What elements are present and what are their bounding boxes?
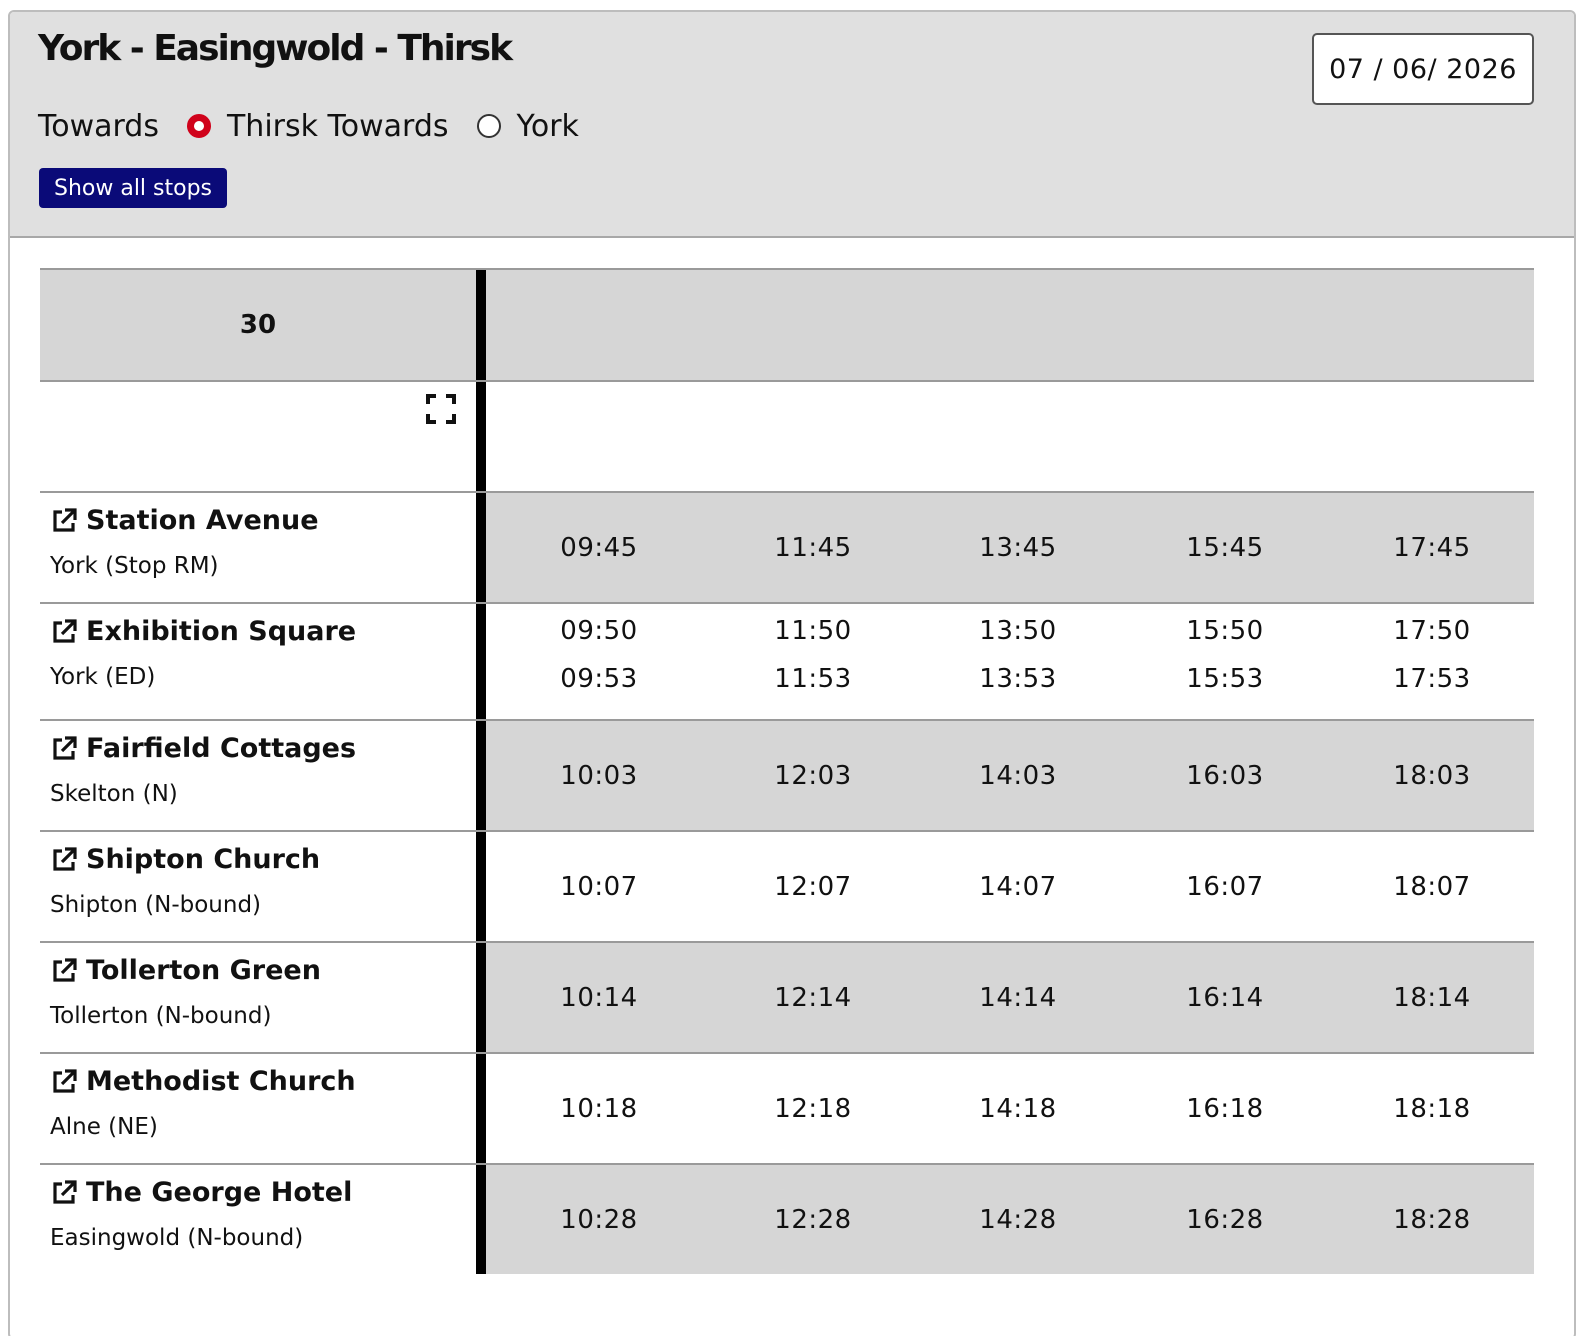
- departure-time: 09:50: [560, 616, 638, 646]
- departure-time: 11:53: [774, 664, 852, 694]
- stop-name-link[interactable]: [50, 1177, 352, 1208]
- departure-time: 12:03: [774, 760, 852, 791]
- service-header-row: [40, 268, 1534, 380]
- stop-area: Alne (NE): [50, 1114, 158, 1140]
- column-divider: [476, 493, 486, 602]
- timetable-card: [8, 10, 1576, 1336]
- stop-area: Shipton (N-bound): [50, 892, 262, 918]
- external-link-icon: [50, 957, 78, 985]
- departure-time: 14:03: [979, 760, 1057, 791]
- departure-time: 18:14: [1393, 982, 1471, 1013]
- departure-time: 13:45: [979, 532, 1057, 563]
- departure-time: 16:07: [1186, 871, 1264, 902]
- stop-row: [40, 1163, 1534, 1274]
- stop-row: [40, 491, 1534, 602]
- departure-time: 18:28: [1393, 1204, 1471, 1235]
- stop-name[interactable]: Tollerton Green: [86, 955, 321, 986]
- departure-time: 17:53: [1393, 664, 1471, 694]
- expand-icon[interactable]: [426, 394, 456, 424]
- column-divider: [476, 604, 486, 719]
- departure-time: 15:53: [1186, 664, 1264, 694]
- external-link-icon: [50, 735, 78, 763]
- route-title: York - Easingwold - Thirsk: [38, 28, 512, 69]
- stop-row: [40, 830, 1534, 941]
- departure-time: 15:45: [1186, 532, 1264, 563]
- departure-time: 14:18: [979, 1093, 1057, 1124]
- column-divider: [476, 1165, 486, 1274]
- direction-label-york[interactable]: York: [516, 108, 579, 144]
- stop-area: Tollerton (N-bound): [50, 1003, 272, 1029]
- stop-row: [40, 941, 1534, 1052]
- external-link-icon: [50, 618, 78, 646]
- stop-name[interactable]: The George Hotel: [86, 1177, 353, 1208]
- external-link-icon: [50, 1068, 78, 1096]
- direction-radio-thirsk[interactable]: [187, 114, 211, 138]
- departure-time: 16:03: [1186, 760, 1264, 791]
- departure-time: 13:53: [979, 664, 1057, 694]
- departure-time: 16:14: [1186, 982, 1264, 1013]
- departure-time: 17:50: [1393, 616, 1471, 646]
- column-divider: [476, 721, 486, 830]
- stop-name[interactable]: Station Avenue: [86, 505, 319, 536]
- column-divider: [476, 943, 486, 1052]
- stop-area: Skelton (N): [50, 781, 178, 807]
- stop-name-link[interactable]: [50, 844, 320, 875]
- departure-time: 10:18: [560, 1093, 638, 1124]
- departure-time: 18:07: [1393, 871, 1471, 902]
- departure-time: 13:50: [979, 616, 1057, 646]
- column-divider: [476, 1054, 486, 1163]
- stop-row: [40, 602, 1534, 719]
- departure-time: 12:14: [774, 982, 852, 1013]
- departure-time: 10:07: [560, 871, 638, 902]
- stop-name[interactable]: Exhibition Square: [86, 616, 357, 647]
- stop-name-link[interactable]: [50, 955, 321, 986]
- departure-time: 14:28: [979, 1204, 1057, 1235]
- external-link-icon: [50, 1179, 78, 1207]
- show-all-stops-button[interactable]: Show all stops: [39, 168, 227, 208]
- stop-name[interactable]: Fairfield Cottages: [86, 733, 357, 764]
- stop-area: York (Stop RM): [50, 553, 219, 579]
- departure-time: 14:14: [979, 982, 1057, 1013]
- departure-time: 18:03: [1393, 760, 1471, 791]
- departure-time: 09:45: [560, 532, 638, 563]
- departure-time: 16:28: [1186, 1204, 1264, 1235]
- departure-time: 17:45: [1393, 532, 1471, 563]
- departure-time: 12:28: [774, 1204, 852, 1235]
- column-divider: [476, 382, 486, 491]
- stop-name-link[interactable]: [50, 1066, 356, 1097]
- direction-selector: [38, 104, 607, 148]
- direction-radio-york[interactable]: [477, 114, 501, 138]
- direction-label-thirsk[interactable]: Thirsk Towards: [226, 108, 449, 144]
- departure-time: 11:50: [774, 616, 852, 646]
- departure-time: 10:14: [560, 982, 638, 1013]
- column-divider: [476, 832, 486, 941]
- towards-label: Towards: [38, 108, 159, 144]
- stop-area: York (ED): [50, 664, 156, 690]
- tools-row: [40, 380, 1534, 491]
- departure-time: 10:03: [560, 760, 638, 791]
- departure-time: 15:50: [1186, 616, 1264, 646]
- departure-time: 12:07: [774, 871, 852, 902]
- stop-name-link[interactable]: [50, 733, 356, 764]
- external-link-icon: [50, 846, 78, 874]
- stop-row: [40, 719, 1534, 830]
- timetable-header: [10, 12, 1574, 238]
- stop-name-link[interactable]: [50, 616, 356, 647]
- column-divider: [476, 270, 486, 380]
- departure-time: 18:18: [1393, 1093, 1471, 1124]
- departure-time: 10:28: [560, 1204, 638, 1235]
- stop-name[interactable]: Methodist Church: [86, 1066, 356, 1097]
- departure-time: 11:45: [774, 532, 852, 563]
- stop-name-link[interactable]: [50, 505, 319, 536]
- external-link-icon: [50, 507, 78, 535]
- stop-area: Easingwold (N-bound): [50, 1225, 304, 1251]
- stop-name[interactable]: Shipton Church: [86, 844, 321, 875]
- service-number: 30: [239, 310, 277, 340]
- departure-time: 14:07: [979, 871, 1057, 902]
- departure-time: 12:18: [774, 1093, 852, 1124]
- departure-time: 09:53: [560, 664, 638, 694]
- date-input[interactable]: 07 / 06/ 2026: [1312, 33, 1534, 105]
- departure-time: 16:18: [1186, 1093, 1264, 1124]
- stop-row: [40, 1052, 1534, 1163]
